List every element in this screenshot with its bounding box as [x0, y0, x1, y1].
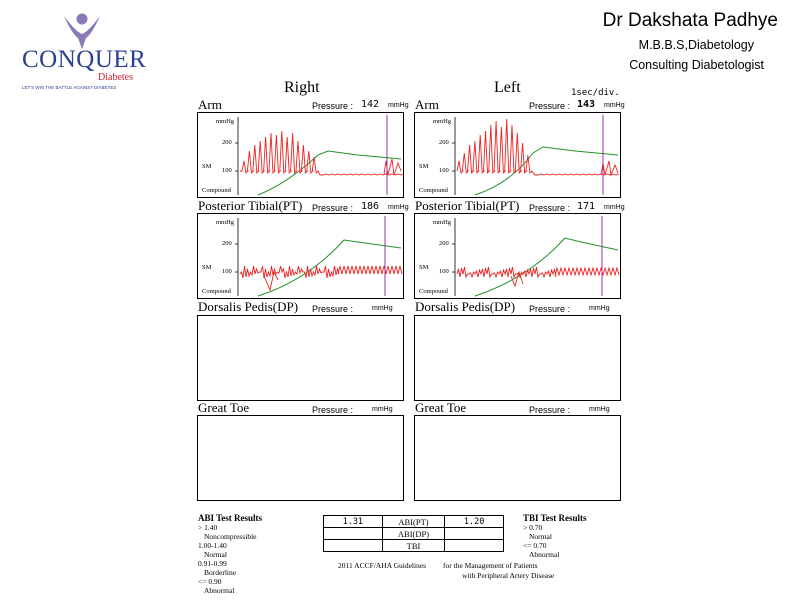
left-arm-title: Arm: [415, 97, 439, 112]
doctor-role: Consulting Diabetologist: [629, 58, 764, 72]
left-pt-title: Posterior Tibial(PT): [415, 198, 520, 213]
tick-200: 200: [222, 139, 232, 146]
abi-range: 0.91-0.99: [198, 559, 227, 568]
abi-results-list: [198, 523, 257, 595]
left-toe-title: Great Toe: [415, 400, 467, 415]
abi-results-title: ABI Test Results: [198, 513, 263, 523]
tbi-left-value: [445, 540, 504, 552]
pulse-waveform: [240, 131, 403, 175]
tbi-results-title: TBI Test Results: [523, 513, 587, 523]
left-arm-waveform-panel: [414, 112, 621, 198]
tbi-range: > 0.70: [523, 523, 543, 532]
right-pt-title: Posterior Tibial(PT): [198, 198, 303, 213]
logo-sub: Diabetes: [98, 72, 133, 83]
tick-200: 200: [439, 240, 449, 247]
y-axis-ticks: [452, 143, 455, 171]
left-pt-waveform-panel: [414, 213, 621, 299]
time-scale-label: 1sec/div.: [571, 88, 620, 98]
right-arm-waveform-panel: [197, 112, 404, 198]
left-arm-pressure-label: Pressure :: [529, 101, 571, 111]
left-column-heading: Left: [494, 79, 521, 96]
guidelines-left: 2011 ACCF/AHA Guidelines: [338, 561, 427, 570]
guidelines-right-2: with Peripheral Artery Disease: [462, 571, 555, 580]
abi-table: [323, 515, 504, 552]
right-dp-pressure-unit: mmHg: [372, 305, 393, 312]
left-dp-pressure-label: Pressure :: [529, 304, 571, 314]
doctor-qualification: M.B.B.S,Diabetology: [638, 38, 754, 52]
tbi-category: Abnormal: [529, 550, 560, 559]
abi-range: <= 0.90: [198, 577, 222, 586]
abi-category: Borderline: [204, 568, 237, 577]
sm-label: SM: [419, 264, 429, 271]
left-dp-waveform-panel: [414, 315, 621, 401]
abi-pt-left-value: 1.20: [445, 516, 504, 528]
compound-label: Compound: [419, 288, 448, 295]
right-arm-title: Arm: [198, 97, 222, 112]
y-axis-ticks: [235, 143, 238, 171]
tick-100: 100: [222, 167, 232, 174]
time-scale-value: 143: [577, 99, 596, 110]
axis-unit-label: mmHg: [433, 219, 452, 226]
abi-range: > 1.40: [198, 523, 218, 532]
abi-dp-right-value: [324, 528, 383, 540]
sm-label: SM: [202, 264, 212, 271]
y-axis-ticks: [452, 244, 455, 272]
pulse-waveform: [240, 266, 402, 290]
cuff-pressure-curve: [258, 151, 401, 195]
logo-tagline: LET'S WIN THE BATTLE AGAINST DIABETES: [22, 85, 117, 90]
logo-brand: CONQUER: [22, 46, 147, 73]
axis-unit-label: mmHg: [216, 118, 235, 125]
abi-dp-left-value: [445, 528, 504, 540]
sm-label: SM: [202, 163, 212, 170]
left-pt-pressure-unit: mmHg: [604, 204, 625, 211]
tick-200: 200: [439, 139, 449, 146]
tbi-category: Normal: [529, 532, 552, 541]
right-dp-pressure-label: Pressure :: [312, 304, 354, 314]
compound-label: Compound: [419, 187, 448, 194]
right-toe-title: Great Toe: [198, 400, 250, 415]
left-pt-pressure-value: 171: [577, 201, 596, 212]
right-pt-pressure-label: Pressure :: [312, 203, 354, 213]
right-toe-waveform-panel: [197, 415, 404, 501]
tbi-right-value: [324, 540, 383, 552]
tick-200: 200: [222, 240, 232, 247]
abi-range: 1.00-1.40: [198, 541, 227, 550]
cuff-pressure-curve: [475, 147, 618, 195]
pulse-waveform: [457, 267, 619, 286]
right-arm-pressure-value: 142: [361, 99, 380, 110]
right-pt-pressure-value: 186: [361, 201, 380, 212]
cuff-pressure-curve: [475, 238, 618, 296]
compound-label: Compound: [202, 288, 231, 295]
abi-category: Normal: [204, 550, 227, 559]
left-pt-pressure-label: Pressure :: [529, 203, 571, 213]
abi-pt-right-value: 1.31: [324, 516, 383, 528]
tick-100: 100: [439, 268, 449, 275]
abi-pt-label: ABI(PT): [382, 516, 445, 528]
right-dp-waveform-panel: [197, 315, 404, 401]
abi-category: Noncompressible: [204, 532, 257, 541]
tick-100: 100: [222, 268, 232, 275]
tbi-results-list: [523, 523, 559, 559]
pulse-waveform: [457, 119, 619, 175]
tbi-label: TBI: [382, 540, 445, 552]
left-toe-pressure-label: Pressure :: [529, 405, 571, 415]
axis-unit-label: mmHg: [216, 219, 235, 226]
left-toe-pressure-unit: mmHg: [589, 406, 610, 413]
left-arm-pressure-unit: mmHg: [604, 102, 625, 109]
guidelines-right-1: for the Management of Patients: [443, 561, 538, 570]
left-dp-title: Dorsalis Pedis(DP): [415, 299, 516, 314]
right-arm-pressure-unit: mmHg: [388, 102, 409, 109]
tbi-range: <= 0.70: [523, 541, 547, 550]
right-dp-title: Dorsalis Pedis(DP): [198, 299, 299, 314]
right-pt-pressure-unit: mmHg: [388, 204, 409, 211]
right-arm-pressure-label: Pressure :: [312, 101, 354, 111]
right-pt-waveform-panel: [197, 213, 404, 299]
doctor-name: Dr Dakshata Padhye: [602, 10, 778, 31]
axis-unit-label: mmHg: [433, 118, 452, 125]
sm-label: SM: [419, 163, 429, 170]
abi-dp-label: ABI(DP): [382, 528, 445, 540]
right-column-heading: Right: [284, 79, 320, 96]
right-toe-pressure-unit: mmHg: [372, 406, 393, 413]
clinic-logo: [18, 12, 153, 92]
compound-label: Compound: [202, 187, 231, 194]
tick-100: 100: [439, 167, 449, 174]
logo-figure-icon: [62, 12, 102, 50]
left-dp-pressure-unit: mmHg: [589, 305, 610, 312]
abi-category: Abnormal: [204, 586, 235, 595]
left-toe-waveform-panel: [414, 415, 621, 501]
right-toe-pressure-label: Pressure :: [312, 405, 354, 415]
y-axis-ticks: [235, 244, 238, 272]
